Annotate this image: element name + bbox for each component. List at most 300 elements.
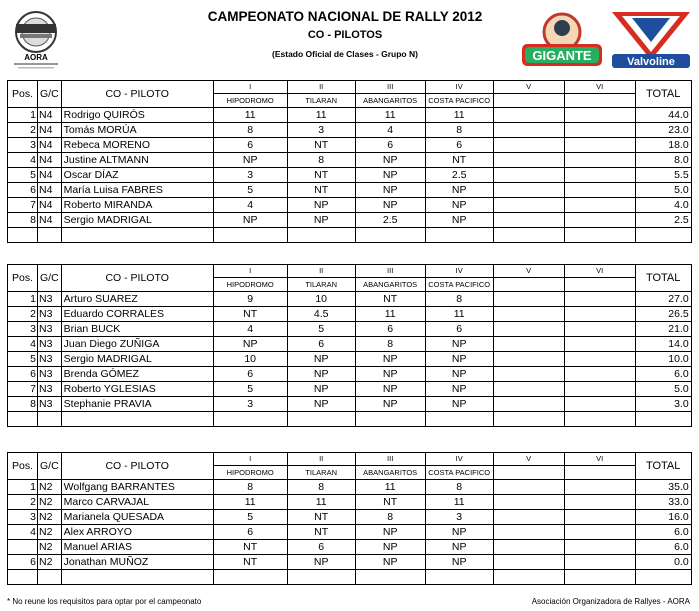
row-round-points: NT [355,495,425,510]
row-round-points: 6 [213,525,287,540]
row-round-points [493,397,564,412]
row-group-class: N3 [38,352,62,367]
row-position: 6 [8,367,38,382]
row-round-points: 5 [287,322,355,337]
round-number: IV [426,453,493,466]
row-copilot-name: Jonathan MUÑOZ [61,555,213,570]
row-round-points: 6 [425,138,493,153]
round-number: II [288,453,355,466]
row-total: 6.0 [635,525,691,540]
row-round-points: 6 [425,322,493,337]
row-round-points: NP [425,382,493,397]
row-round-points [493,495,564,510]
row-round-points: 8 [213,480,287,495]
row-total: 6.0 [635,367,691,382]
empty-cell [8,570,38,585]
row-copilot-name: Manuel ARIAS [61,540,213,555]
round-venue: HIPODROMO [226,96,274,105]
row-copilot-name: Brenda GÓMEZ [61,367,213,382]
row-group-class: N2 [38,540,62,555]
table-row [8,495,692,510]
row-position: 4 [8,337,38,352]
row-round-points: 8 [287,480,355,495]
row-round-points: NP [355,367,425,382]
column-header-round [213,81,287,108]
header-row [8,265,692,292]
row-round-points: 11 [355,480,425,495]
row-round-points: NP [425,397,493,412]
round-number: II [288,265,355,278]
empty-cell [8,412,38,427]
row-total: 44.0 [635,108,691,123]
row-copilot-name: Sergio MADRIGAL [61,213,213,228]
row-copilot-name: Marco CARVAJAL [61,495,213,510]
row-round-points [564,198,635,213]
row-round-points [564,123,635,138]
row-group-class: N4 [38,168,62,183]
column-header-pos: Pos. [8,453,38,480]
row-round-points [564,495,635,510]
round-number: VI [565,81,635,94]
standings-table [7,80,692,243]
row-round-points: NT [287,510,355,525]
row-position [8,540,38,555]
column-header-round [287,453,355,480]
row-round-points: 8 [287,153,355,168]
row-round-points [493,337,564,352]
empty-cell [493,570,564,585]
row-round-points [564,322,635,337]
row-group-class: N2 [38,480,62,495]
empty-cell [564,570,635,585]
standings-table [7,452,692,585]
table-row [8,540,692,555]
round-venue [565,466,635,479]
row-round-points: 5 [213,382,287,397]
row-round-points: NP [355,153,425,168]
empty-row [8,570,692,585]
row-total: 8.0 [635,153,691,168]
row-round-points: 6 [287,337,355,352]
round-venue: ABANGARITOS [363,468,418,477]
table-row [8,307,692,322]
row-round-points: 6 [213,138,287,153]
row-group-class: N2 [38,510,62,525]
row-round-points: NP [355,540,425,555]
row-round-points: NP [355,183,425,198]
round-venue [565,278,635,291]
row-round-points: 2.5 [425,168,493,183]
column-header-round [564,453,635,480]
row-round-points: NP [425,555,493,570]
row-position: 3 [8,322,38,337]
row-copilot-name: Alex ARROYO [61,525,213,540]
row-group-class: N3 [38,337,62,352]
row-round-points: 4 [213,322,287,337]
row-position: 3 [8,510,38,525]
row-round-points: NP [355,397,425,412]
column-header-gc: G/C [38,265,62,292]
column-header-name: CO - PILOTO [61,265,213,292]
row-round-points [564,213,635,228]
row-total: 5.0 [635,382,691,397]
table-row [8,198,692,213]
row-round-points: 3 [425,510,493,525]
empty-cell [355,228,425,243]
round-number: II [288,81,355,94]
column-header-round [493,453,564,480]
empty-cell [425,570,493,585]
row-total: 21.0 [635,322,691,337]
column-header-round [425,453,493,480]
row-round-points: NP [287,397,355,412]
row-position: 3 [8,138,38,153]
row-position: 1 [8,108,38,123]
empty-cell [355,570,425,585]
empty-cell [287,570,355,585]
row-round-points: NT [213,540,287,555]
row-round-points: 8 [355,337,425,352]
row-round-points [493,307,564,322]
round-venue: HIPODROMO [226,280,274,289]
row-round-points [493,322,564,337]
page-subtitle: CO - PILOTOS [307,29,383,41]
table-row [8,480,692,495]
gigante-logo-text: GIGANTE [532,48,592,63]
column-header-round [213,453,287,480]
empty-row [8,412,692,427]
row-round-points [564,138,635,153]
empty-cell [38,228,62,243]
empty-cell [635,570,691,585]
table-row [8,292,692,307]
round-venue: COSTA PACIFICO [428,468,491,477]
row-round-points: 2.5 [355,213,425,228]
row-position: 4 [8,525,38,540]
row-round-points [564,397,635,412]
row-copilot-name: Stephanie PRAVIA [61,397,213,412]
column-header-round [355,453,425,480]
row-position: 1 [8,292,38,307]
row-round-points [564,153,635,168]
column-header-gc: G/C [38,453,62,480]
row-copilot-name: Roberto YGLESIAS [61,382,213,397]
row-position: 7 [8,382,38,397]
row-total: 33.0 [635,495,691,510]
row-group-class: N4 [38,138,62,153]
row-round-points: 9 [213,292,287,307]
row-round-points: 11 [287,108,355,123]
column-header-round [355,265,425,292]
row-round-points: NP [287,352,355,367]
valvoline-logo-text: Valvoline [627,56,675,68]
row-round-points [564,555,635,570]
row-position: 4 [8,153,38,168]
row-copilot-name: Rodrigo QUIRÓS [61,108,213,123]
row-round-points [564,382,635,397]
table-row [8,510,692,525]
round-number: VI [565,453,635,466]
row-position: 1 [8,480,38,495]
row-round-points [493,555,564,570]
empty-cell [564,228,635,243]
row-round-points [564,168,635,183]
empty-cell [38,570,62,585]
row-round-points [493,510,564,525]
row-group-class: N2 [38,555,62,570]
row-position: 5 [8,168,38,183]
column-header-pos: Pos. [8,81,38,108]
table-row [8,183,692,198]
row-group-class: N4 [38,183,62,198]
table-row [8,153,692,168]
row-copilot-name: Oscar DÍAZ [61,168,213,183]
column-header-pos: Pos. [8,265,38,292]
header [0,0,699,80]
row-round-points [493,123,564,138]
empty-cell [8,228,38,243]
row-total: 0.0 [635,555,691,570]
gigante-logo [519,10,605,70]
row-copilot-name: Arturo SUAREZ [61,292,213,307]
row-round-points: NP [287,382,355,397]
row-round-points: NP [425,540,493,555]
standings-table [7,264,692,427]
column-header-total: TOTAL [635,453,691,480]
round-venue: COSTA PACIFICO [428,280,491,289]
row-round-points: NP [355,352,425,367]
empty-cell [213,570,287,585]
row-round-points: NT [213,555,287,570]
row-round-points: 8 [213,123,287,138]
row-round-points: 4.5 [287,307,355,322]
empty-row [8,228,692,243]
row-round-points [564,510,635,525]
row-round-points: NP [425,213,493,228]
row-round-points: NP [355,382,425,397]
row-round-points: NP [287,367,355,382]
row-round-points [564,367,635,382]
row-round-points [493,292,564,307]
empty-cell [213,412,287,427]
row-round-points [493,183,564,198]
row-round-points: NP [287,198,355,213]
round-number: IV [426,265,493,278]
row-round-points: 11 [355,108,425,123]
row-round-points [564,525,635,540]
row-round-points: NP [355,525,425,540]
row-position: 2 [8,495,38,510]
header-row [8,453,692,480]
row-round-points [564,108,635,123]
row-round-points [493,168,564,183]
column-header-round [287,265,355,292]
aora-logo [6,8,66,70]
empty-cell [564,412,635,427]
row-group-class: N4 [38,108,62,123]
row-position: 8 [8,213,38,228]
row-round-points: 11 [213,108,287,123]
row-group-class: N4 [38,198,62,213]
row-round-points: 6 [287,540,355,555]
row-round-points: 11 [425,307,493,322]
round-number: I [214,453,287,466]
column-header-round [564,81,635,108]
column-header-name: CO - PILOTO [61,81,213,108]
row-round-points: 3 [213,168,287,183]
empty-cell [635,412,691,427]
row-group-class: N2 [38,495,62,510]
row-round-points: 8 [425,123,493,138]
empty-cell [61,412,213,427]
row-round-points: 6 [355,138,425,153]
row-total: 18.0 [635,138,691,153]
row-round-points [564,307,635,322]
table-row [8,382,692,397]
row-round-points [564,337,635,352]
row-total: 4.0 [635,198,691,213]
row-round-points: NT [213,307,287,322]
row-group-class: N3 [38,322,62,337]
table-row [8,337,692,352]
row-total: 26.5 [635,307,691,322]
page-note: (Estado Oficial de Clases - Grupo N) [272,49,418,59]
row-round-points: 5 [213,183,287,198]
row-copilot-name: Juan Diego ZUÑIGA [61,337,213,352]
row-round-points: 10 [287,292,355,307]
row-total: 5.5 [635,168,691,183]
round-venue [494,94,564,107]
row-copilot-name: Wolfgang BARRANTES [61,480,213,495]
round-venue: TILARAN [305,96,338,105]
table-row [8,108,692,123]
row-round-points: NP [213,337,287,352]
empty-cell [493,228,564,243]
row-round-points: NP [425,525,493,540]
row-position: 2 [8,123,38,138]
round-number: V [494,453,564,466]
row-round-points: 11 [425,108,493,123]
row-group-class: N4 [38,153,62,168]
column-header-total: TOTAL [635,265,691,292]
row-copilot-name: Brian BUCK [61,322,213,337]
row-group-class: N3 [38,367,62,382]
round-venue [494,466,564,479]
row-round-points: NT [355,292,425,307]
page-title: CAMPEONATO NACIONAL DE RALLY 2012 [207,9,483,24]
row-copilot-name: Marianela QUESADA [61,510,213,525]
row-total: 16.0 [635,510,691,525]
table-row [8,555,692,570]
round-number: III [356,265,425,278]
aora-logo-text: AORA [24,53,48,62]
column-header-name: CO - PILOTO [61,453,213,480]
row-round-points [493,213,564,228]
round-number: I [214,81,287,94]
row-round-points [493,480,564,495]
row-round-points [493,352,564,367]
row-round-points: NP [287,555,355,570]
column-header-round [213,265,287,292]
row-copilot-name: Justine ALTMANN [61,153,213,168]
row-round-points: NP [425,337,493,352]
row-copilot-name: Eduardo CORRALES [61,307,213,322]
empty-cell [635,228,691,243]
row-round-points: 8 [355,510,425,525]
row-round-points [493,367,564,382]
round-number: V [494,81,564,94]
column-header-gc: G/C [38,81,62,108]
row-round-points [493,525,564,540]
empty-cell [425,412,493,427]
round-venue: COSTA PACIFICO [428,96,491,105]
row-round-points: 8 [425,480,493,495]
row-round-points [493,382,564,397]
row-round-points: 11 [355,307,425,322]
row-position: 2 [8,307,38,322]
row-copilot-name: Sergio MADRIGAL [61,352,213,367]
row-round-points: NP [287,213,355,228]
row-copilot-name: Rebeca MORENO [61,138,213,153]
empty-cell [61,228,213,243]
row-round-points: NT [287,138,355,153]
empty-cell [287,228,355,243]
column-header-total: TOTAL [635,81,691,108]
empty-cell [61,570,213,585]
row-round-points: NT [287,168,355,183]
row-position: 7 [8,198,38,213]
column-header-round [425,81,493,108]
row-round-points: 5 [213,510,287,525]
row-total: 6.0 [635,540,691,555]
row-total: 35.0 [635,480,691,495]
row-round-points: 4 [355,123,425,138]
row-round-points: NP [355,555,425,570]
row-position: 5 [8,352,38,367]
row-round-points: 4 [213,198,287,213]
row-total: 5.0 [635,183,691,198]
empty-cell [425,228,493,243]
round-venue: ABANGARITOS [363,96,418,105]
row-copilot-name: María Luisa FABRES [61,183,213,198]
row-round-points: 11 [287,495,355,510]
row-group-class: N3 [38,382,62,397]
row-round-points: NP [425,367,493,382]
round-venue [565,94,635,107]
table-row [8,367,692,382]
round-number: IV [426,81,493,94]
row-round-points: NP [425,352,493,367]
table-row [8,322,692,337]
footer-note: * No reune los requisitos para optar por el campeonato [7,597,202,606]
row-total: 3.0 [635,397,691,412]
row-round-points: 11 [425,495,493,510]
table-row [8,138,692,153]
row-round-points: NP [213,213,287,228]
row-copilot-name: Tomás MORÚA [61,123,213,138]
row-round-points [564,540,635,555]
row-group-class: N3 [38,292,62,307]
row-copilot-name: Roberto MIRANDA [61,198,213,213]
empty-cell [355,412,425,427]
row-total: 10.0 [635,352,691,367]
round-number: VI [565,265,635,278]
row-total: 23.0 [635,123,691,138]
table-row [8,168,692,183]
row-round-points: 6 [213,367,287,382]
row-position: 6 [8,183,38,198]
row-round-points [564,183,635,198]
